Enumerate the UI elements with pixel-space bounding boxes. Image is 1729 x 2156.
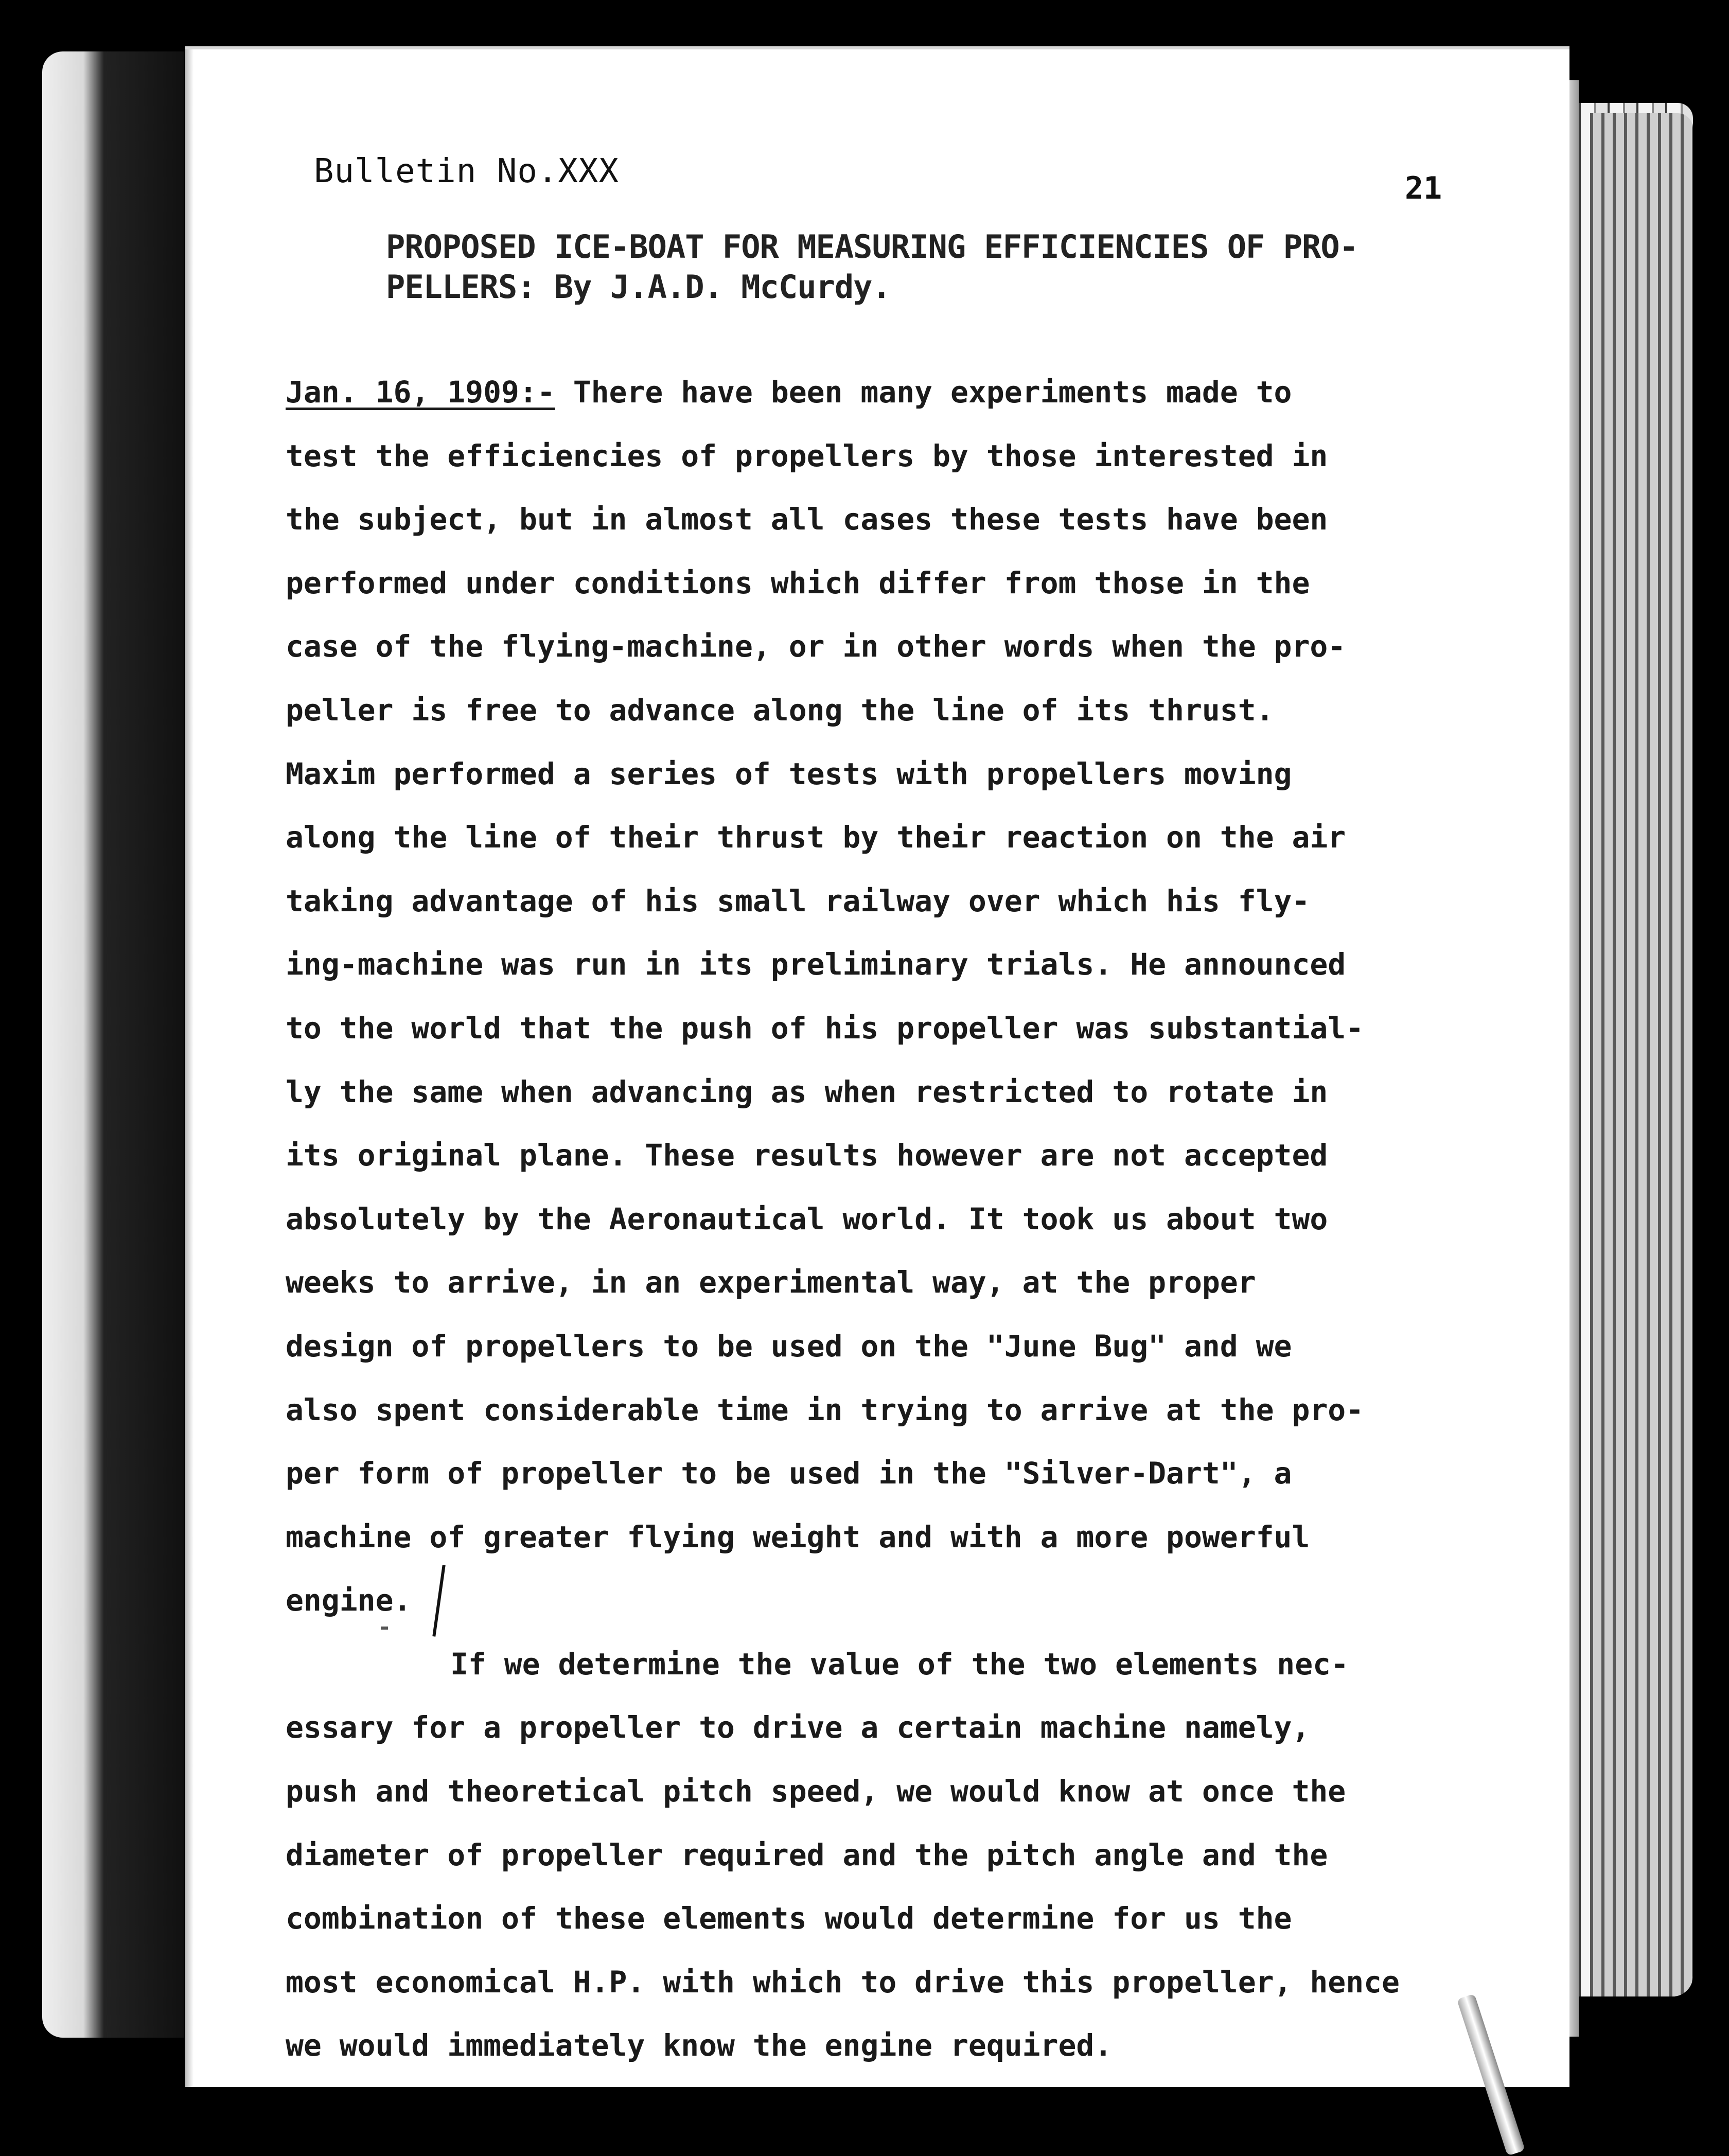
body-line: diameter of propeller required and the pitch angle and the [286,1837,1328,1872]
body-line: the subject, but in almost all cases these tests have been [286,502,1328,537]
body-line: Maxim performed a series of tests with propellers moving [286,756,1292,791]
body-line: ing-machine was run in its preliminary trials. He announced [286,947,1346,982]
document-page [185,46,1569,2087]
document-title [386,227,1569,307]
title-line-1: PROPOSED ICE-BOAT FOR MEASURING EFFICIENCIES OF PRO- [386,228,1358,266]
body-line: most economical H.P. with which to drive this propeller, hence [286,1964,1400,2000]
body-line: machine of greater flying weight and with a more powerful [286,1519,1310,1554]
body-line: test the efficiencies of propellers by those interested in [286,438,1328,473]
body-line: essary for a propeller to drive a certain machine namely, [286,1710,1310,1745]
body-line-indented: If we determine the value of the two elements nec- [450,1646,1349,1682]
bulletin-header: Bulletin No.XXX [314,152,619,190]
body-line: case of the flying-machine, or in other words when the pro- [286,629,1346,664]
body-line-first [286,361,1546,425]
stray-mark [381,1627,388,1630]
body-line: also spent considerable time in trying to arrive at the pro- [286,1392,1364,1427]
book-spine-edge [42,51,184,2038]
body-line: engine. [286,1583,412,1618]
body-line: its original plane. These results however are not accepted [286,1138,1328,1173]
body-line: weeks to arrive, in an experimental way, at the proper [286,1265,1256,1300]
body-line: combination of these elements would determine for us the [286,1901,1292,1936]
body-line: design of propellers to be used on the "June Bug" and we [286,1328,1292,1364]
page-number: 21 [1405,170,1442,206]
body-text [286,361,1546,2078]
entry-date: Jan. 16, 1909:- [286,375,555,410]
body-line: push and theoretical pitch speed, we would know at once the [286,1774,1346,1809]
body-line: we would immediately know the engine required. [286,2028,1113,2063]
body-line: performed under conditions which differ from those in the [286,565,1310,600]
body-line: to the world that the push of his propeller was substantial- [286,1010,1364,1046]
body-line: ly the same when advancing as when restricted to rotate in [286,1074,1328,1109]
body-line: along the line of their thrust by their reaction on the air [286,820,1346,855]
body-line: taking advantage of his small railway over which his fly- [286,883,1310,918]
first-line-text: There have been many experiments made to [555,375,1292,410]
body-line: absolutely by the Aeronautical world. It took us about two [286,1201,1328,1236]
body-line: peller is free to advance along the line of its thrust. [286,692,1274,728]
title-line-2: PELLERS: By J.A.D. McCurdy. [386,268,891,306]
book-page-edges-inner [1590,113,1693,1996]
body-line: per form of propeller to be used in the "Silver-Dart", a [286,1456,1292,1491]
